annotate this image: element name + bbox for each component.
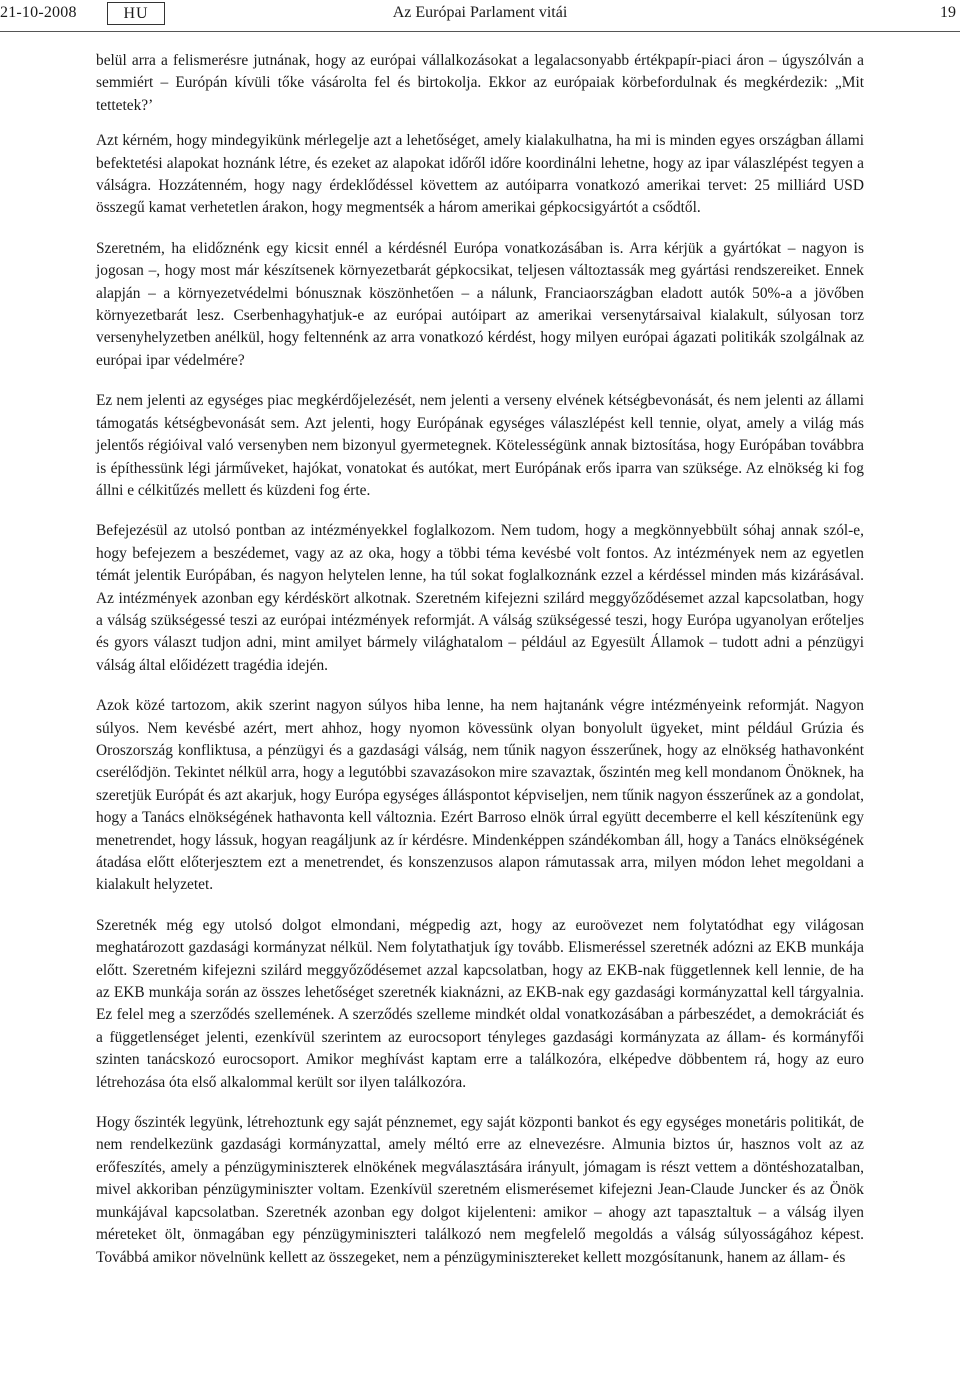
paragraph: Azt kérném, hogy mindegyikünk mérlegelje azt a lehetőséget, amely kialakulhatna, ha mi is minden egyes országban állami befektetési alapokat hoznánk létre, és ezeket az alapokat időről időre koordinálni lehetne, hogy az ipar válaszlépést tegyen a válságra. Hozzátenném, hogy nagy érdeklődéssel követtem az autóiparra vonatkozó amerikai tervet: 25 milliárd USD összegű kamat verhetetlen árakon, hogy megmentsék a három amerikai gépkocsigyártót a csődtől. bbox=[96, 132, 864, 217]
paragraph: Szeretnék még egy utolsó dolgot elmondani, mégpedig azt, hogy az euroövezet nem folytatódhat egy világosan meghatározott gazdasági kormányzat nélkül. Nem folytathatjuk így tovább. Elismeréssel szeretnék adózni az EKB munkája előtt. Szeretném kifejezni szilárd meggyőződésemet azzal kapcsolatban, hogy az EKB-nak függetlennek kell lennie, de ha az EKB munkája során az összes lehetőséget szeretnék kiaknázni, az EKB-nak egy gazdasági kormányzattal kell tárgyalnia. Ez felel meg a szerződés szellemének. A szerződés szelleme mindkét oldal vonatkozásában a párbeszédet, a demokráciát és a függetlenséget jelenti, ezenkívül szerintem az eurocsoport tényleges gazdasági kormányzata az állam- és kormányfői szinten tanácskozó eurocsoport. Amikor meghívást kaptam erre a találkozóra, elképedve döbbentem rá, hogy az euro létrehozása óta első alkalommal került sor ilyen találkozóra. bbox=[96, 916, 864, 1091]
paragraph: Hogy őszinték legyünk, létrehoztunk egy saját pénznemet, egy saját központi bankot és egy egységes monetáris politikát, de nem rendelkezünk gazdasági kormányzattal, amely méltó erre az elnevezésre. Almunia biztos úr, hasznos volt az az erőfeszítés, amely a pénzügyminiszterek elnökének megválasztására irányult, jómagam is részt vettem a döntéshozatalban, mivel akkoriban pénzügyminiszter voltam. Ezenkívül szeretném elismerésemet kifejezni Jean-Claude Juncker és az Önök munkájával kapcsolatban. Szeretnék azonban egy dolgot kijelenteni: amikor – ahogy azt tapasztaltuk – a válság ilyen méreteket ölt, önmagában egy pénzügyminiszteri találkozó nem megfelelő megoldás a válság súlyosságához képest. Továbbá amikor növelnünk kellett az összegeket, nem a pénzügyminisztereket kellett mozgósítanunk, hanem az állam- és bbox=[96, 1114, 864, 1266]
header-divider bbox=[0, 31, 960, 32]
running-title: Az Európai Parlament vitái bbox=[392, 4, 568, 21]
publication-date: 21-10-2008 bbox=[0, 4, 77, 21]
paragraph: Befejezésül az utolsó pontban az intézményekkel foglalkozom. Nem tudom, hogy a megkönnyebbült sóhaj annak szól-e, hogy befejezem a beszédemet, vagy az az oka, hogy a többi téma kevésbé volt fontos. Az intézmények nem az egyetlen témát jelentik Európában, és nagyon helytelen lenne, ha túl sokat foglalkoznánk ezzel a kérdéssel minden más kizárásával. Az intézmények azonban egy kérdéskört alkotnak. Szeretném kifejezni szilárd meggyőződésemet azzal kapcsolatban, hogy a válság szükségessé teszi az európai intézmények reformját. A válság szükségessé teszi, hogy Európa ugyanolyan erőteljes és gyors választ tudjon adni, mint amilyet bármely világhatalom – például az Egyesült Államok – tudott adni a pénzügyi válság által előidézett tragédia idején. bbox=[96, 522, 864, 674]
paragraph: Azok közé tartozom, akik szerint nagyon súlyos hiba lenne, ha nem hajtanánk végre intézményeink reformját. Nagyon súlyos. Nem kevésbé azért, mert ahhoz, hogy nyomon kövessünk olyan bonyolult ügyeket, mint például Grúzia és Oroszország konfliktusa, a pénzügyi és a gazdasági válság, nem tűnik nagyon ésszerűnek, hogy az elnökség hathavonként cserélődjön. Tekintet nélkül arra, hogy a legutóbbi szavazásokon mire szavaztak, őszintén meg kell mondanom Önöknek, ha szeretjük Európát és azt akarjuk, hogy Európa egységes álláspontot képviseljen, nem tűnik nagyon ésszerűnek az a gondolat, hogy a Tanács elnökségének hathavonta kell változnia. Ezért Barroso elnök úrral együtt decemberre el kell készítenünk egy menetrendet, hogy lássuk, hogyan reagáljunk az ír kérdésre. Mindenképpen szándékomban áll, hogy a Tanács elnökségének átadása előtt előterjesztem ezt a menetrendet, és konszenzusos alapon rámutassak arra, milyen módon lehet megoldani a kialakult helyzetet. bbox=[96, 697, 865, 894]
page-number: 19 bbox=[940, 4, 956, 21]
language-code-box: HU bbox=[107, 2, 165, 25]
paragraph: Szeretném, ha elidőznénk egy kicsit ennél a kérdésnél Európa vonatkozásában is. Arra kérjük a gyártókat – nagyon is jogosan –, hogy most már készítsenek környezetbarát gépkocsikat, teljesen változtassák meg gyártási rendszereiket. Ennek alapján – a környezetvédelmi bónusznak köszönhetően – a nálunk, Franciaországban eladott autók 50%-a a jövőben környezetbarát lesz. Cserbenhagyhatjuk-e az európai autóipart az amerikai versenytársaival kialakult, súlyosan torz versenyhelyzetben anélkül, hogy feltennénk az arra vonatkozó kérdést, hogy milyen európai ágazati politikák szolgálnak az európai ipar védelmére? bbox=[96, 239, 864, 369]
document-body bbox=[96, 50, 864, 1287]
page-header bbox=[0, 0, 960, 30]
paragraph: belül arra a felismerésre jutnának, hogy az európai vállalkozásokat a legalacsonyabb értékpapír-piaci áron – úgyszólván a semmiért – Európán kívüli tőke vásárolta fel és birtokolja. Ekkor az európaiak körbefordulnak és megkérdezik: „Mit tettetek?’ bbox=[96, 52, 864, 114]
paragraph: Ez nem jelenti az egységes piac megkérdőjelezését, nem jelenti a verseny elvének kétségbevonását, és nem jelenti az állami támogatás kétségbevonását sem. Azt jelenti, hogy Európának egységes válaszlépést kell tennie, olyat, amely a világ más jelentős régióival való versenyben nem bizonyul gyermetegnek. Kötelességünk annak biztosítása, hogy Európában továbbra is építhessünk légi járműveket, hajókat, vonatokat és autókat, mert Európának erős iparra van szüksége. Az elnökség ki fog állni e célkitűzés mellett és küzdeni fog érte. bbox=[96, 392, 864, 499]
